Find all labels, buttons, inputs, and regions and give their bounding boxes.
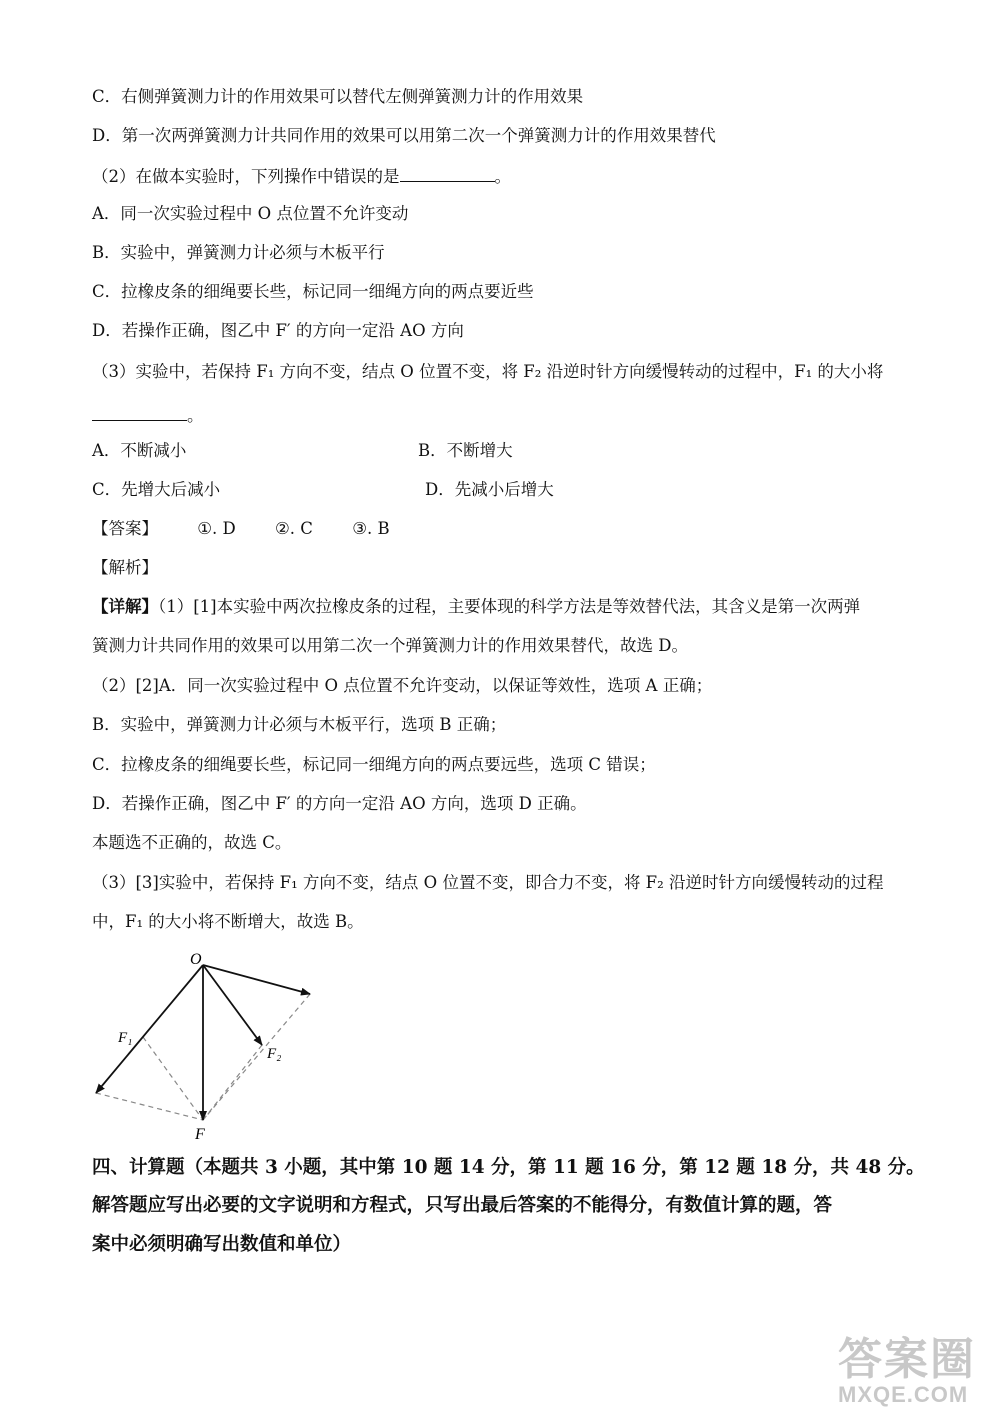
q2-stem-end: 。 xyxy=(494,167,511,186)
label-f2: F₂ xyxy=(267,1046,282,1062)
answer-item: ②. C xyxy=(275,519,313,538)
q3-option-a: A．不断减小 xyxy=(92,441,187,460)
answer-blank xyxy=(92,404,187,421)
detail-p1a: （1）[1]本实验中两次拉橡皮条的过程，主要体现的科学方法是等效替代法，其含义是第一次两弹 xyxy=(158,597,861,616)
detail-label: 【详解】 xyxy=(92,597,158,616)
f2-arrow xyxy=(203,965,262,1045)
section4-line3: 案中必须明确写出数值和单位） xyxy=(92,1234,352,1255)
force-diagram xyxy=(80,945,330,1145)
dashed-line xyxy=(203,994,310,1120)
detail-p1-line2: 簧测力计共同作用的效果可以用第二次一个弹簧测力计的作用效果替代，故选 D。 xyxy=(92,636,688,655)
q3-stem-tail xyxy=(92,404,204,426)
section4-line2: 解答题应写出必要的文字说明和方程式，只写出最后答案的不能得分，有数值计算的题，答 xyxy=(92,1195,833,1216)
q3-option-b: B．不断增大 xyxy=(418,441,513,460)
answer-label: 【答案】 xyxy=(92,519,158,538)
label-o: O xyxy=(190,951,202,968)
q1-option-c: C．右侧弹簧测力计的作用效果可以替代左侧弹簧测力计的作用效果 xyxy=(92,87,584,106)
answer-line xyxy=(92,519,424,539)
detail-p2-line3: C．拉橡皮条的细绳要长些，标记同一细绳方向的两点要远些，选项 C 错误； xyxy=(92,755,656,774)
detail-p2-line1: （2）[2]A．同一次实验过程中 O 点位置不允许变动，以保证等效性，选项 A 正确； xyxy=(92,676,713,695)
q1-option-d: D．第一次两弹簧测力计共同作用的效果可以用第二次一个弹簧测力计的作用效果替代 xyxy=(92,126,716,145)
q2-stem-text: （2）在做本实验时，下列操作中错误的是 xyxy=(92,167,400,186)
q2-option-d: D．若操作正确，图乙中 F′ 的方向一定沿 AO 方向 xyxy=(92,321,464,340)
f2-rotated-arrow xyxy=(203,965,310,994)
watermark: 答案圈 MXQE.COM xyxy=(838,1335,976,1407)
answer-blank xyxy=(400,165,495,182)
q3-option-d: D．先减小后增大 xyxy=(425,480,554,499)
q2-option-c: C．拉橡皮条的细绳要长些，标记同一细绳方向的两点要近些 xyxy=(92,282,534,301)
detail-p1-line1 xyxy=(92,597,860,617)
detail-p3-line2: 中，F₁ 的大小将不断增大，故选 B。 xyxy=(92,912,364,931)
detail-p2-line5: 本题选不正确的，故选 C。 xyxy=(92,833,292,852)
answer-item: ①. D xyxy=(197,519,236,538)
detail-p2-line4: D．若操作正确，图乙中 F′ 的方向一定沿 AO 方向，选项 D 正确。 xyxy=(92,794,587,813)
detail-p2-line2: B．实验中，弹簧测力计必须与木板平行，选项 B 正确； xyxy=(92,715,507,734)
q3-option-c: C．先增大后减小 xyxy=(92,480,221,499)
label-f1: F₁ xyxy=(118,1030,133,1046)
analysis-label: 【解析】 xyxy=(92,558,158,577)
dashed-line xyxy=(203,1045,262,1120)
q2-option-b: B．实验中，弹簧测力计必须与木板平行 xyxy=(92,243,385,262)
q3-stem-end: 。 xyxy=(187,406,204,425)
f1-arrow xyxy=(96,965,203,1093)
q2-stem xyxy=(92,165,511,187)
answer-item: ③. B xyxy=(352,519,390,538)
q3-stem: （3）实验中，若保持 F₁ 方向不变，结点 O 位置不变，将 F₂ 沿逆时针方向缓慢转动的过程中，F₁ 的大小将 xyxy=(92,362,884,381)
section4-line1: 四、计算题（本题共 3 小题，其中第 10 题 14 分，第 11 题 16 分，第 12 题 18 分，共 48 分。 xyxy=(92,1157,925,1178)
q2-option-a: A．同一次实验过程中 O 点位置不允许变动 xyxy=(92,204,409,223)
detail-p3-line1: （3）[3]实验中，若保持 F₁ 方向不变，结点 O 位置不变，即合力不变，将 F₂ 沿逆时针方向缓慢转动的过程 xyxy=(92,873,884,892)
label-f: F xyxy=(195,1126,205,1143)
